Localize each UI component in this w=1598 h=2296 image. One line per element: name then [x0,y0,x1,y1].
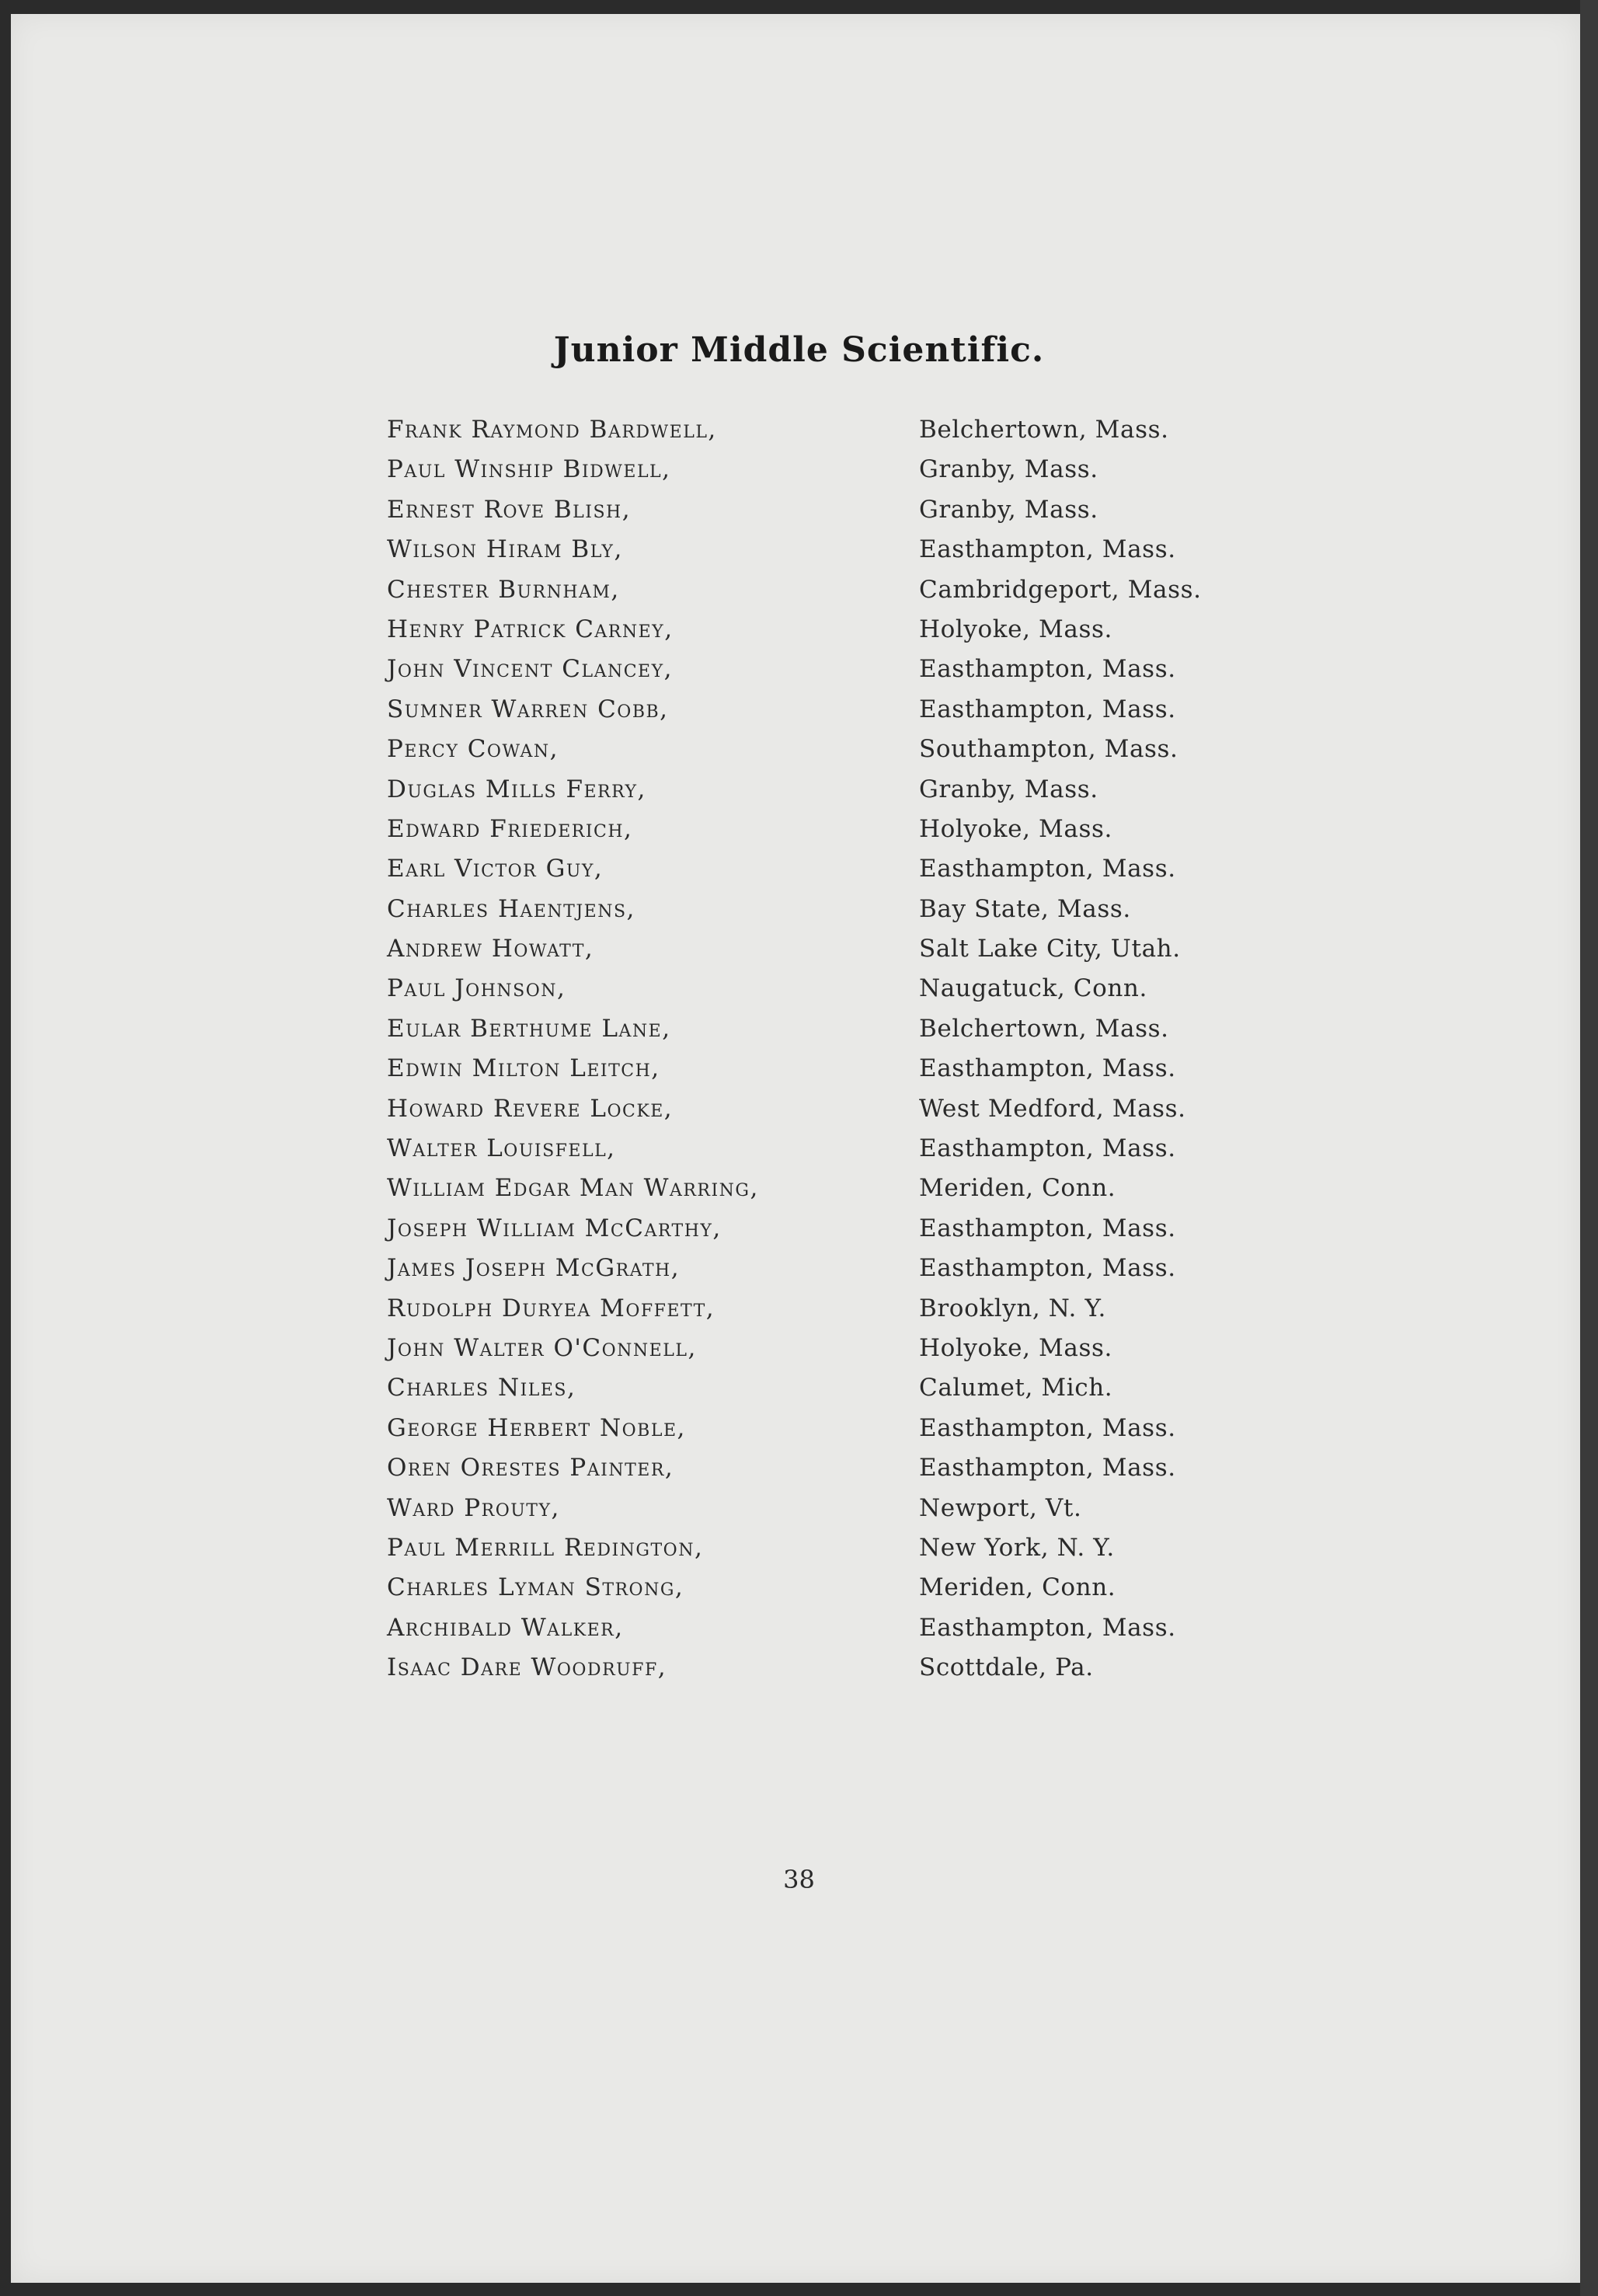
student-name: Duglas Mills Ferry, [387,775,646,803]
student-row [387,1494,1257,1534]
student-row [387,1614,1257,1653]
student-hometown: Easthampton, Mass. [919,1454,1176,1482]
student-name: Howard Revere Locke, [387,1094,674,1123]
student-hometown: Granby, Mass. [919,775,1098,803]
student-hometown: Holyoke, Mass. [919,814,1112,843]
student-name: Paul Merrill Redington, [387,1533,704,1562]
student-row [387,935,1257,974]
student-name: William Edgar Man Warring, [387,1174,759,1203]
student-hometown: Belchertown, Mass. [919,1014,1169,1043]
student-hometown: Southampton, Mass. [919,735,1178,764]
student-name: Eular Berthume Lane, [387,1014,671,1043]
student-row [387,655,1257,695]
student-name: Frank Raymond Bardwell, [387,416,717,444]
student-name: Ward Prouty, [387,1493,560,1522]
student-name: Wilson Hiram Bly, [387,535,623,564]
student-hometown: Granby, Mass. [919,455,1098,484]
student-row [387,1653,1257,1693]
student-name: Andrew Howatt, [387,935,594,963]
student-hometown: Easthampton, Mass. [919,1254,1176,1283]
student-name: Joseph William McCarthy, [387,1214,722,1242]
student-row [387,615,1257,655]
student-hometown: Belchertown, Mass. [919,416,1169,444]
student-hometown: Easthampton, Mass. [919,655,1176,684]
student-name: Oren Orestes Painter, [387,1454,674,1482]
student-row [387,455,1257,495]
student-hometown: Holyoke, Mass. [919,615,1112,643]
student-hometown: Easthampton, Mass. [919,855,1176,883]
student-row [387,1054,1257,1094]
student-hometown: Easthampton, Mass. [919,1134,1176,1163]
student-row [387,576,1257,615]
student-row [387,1174,1257,1214]
student-hometown: Bay State, Mass. [919,894,1131,923]
student-row [387,1294,1257,1334]
student-name: Charles Niles, [387,1374,576,1402]
student-name: John Walter O'Connell, [387,1333,697,1362]
student-row [387,775,1257,815]
student-name: Earl Victor Guy, [387,855,604,883]
student-row [387,496,1257,535]
student-name: Paul Winship Bidwell, [387,455,671,484]
student-hometown: Newport, Vt. [919,1493,1082,1522]
student-hometown: Granby, Mass. [919,495,1098,524]
student-row [387,695,1257,735]
student-row [387,1454,1257,1493]
student-row [387,1214,1257,1254]
student-row [387,1334,1257,1374]
student-row [387,895,1257,935]
student-name: John Vincent Clancey, [387,655,673,684]
student-hometown: Easthampton, Mass. [919,1413,1176,1442]
student-row [387,535,1257,575]
student-name: Rudolph Duryea Moffett, [387,1294,715,1322]
student-row [387,1534,1257,1573]
student-name: Charles Haentjens, [387,894,635,923]
student-row [387,855,1257,894]
student-name: Archibald Walker, [387,1613,624,1642]
student-name: Ernest Rove Blish, [387,495,632,524]
student-hometown: Cambridgeport, Mass. [919,575,1202,604]
student-row [387,416,1257,455]
student-hometown: Salt Lake City, Utah. [919,935,1181,963]
student-row [387,735,1257,775]
student-row [387,1414,1257,1454]
student-row [387,1573,1257,1613]
student-hometown: Easthampton, Mass. [919,535,1176,564]
student-hometown: Meriden, Conn. [919,1573,1116,1602]
student-hometown: Brooklyn, N. Y. [919,1294,1106,1322]
student-row [387,1374,1257,1413]
page-number: 38 [783,1865,815,1894]
student-hometown: Easthampton, Mass. [919,1613,1176,1642]
student-row [387,815,1257,855]
student-name: Percy Cowan, [387,735,559,764]
student-hometown: Easthampton, Mass. [919,1054,1176,1083]
student-row [387,1095,1257,1134]
student-hometown: New York, N. Y. [919,1533,1115,1562]
student-name: James Joseph McGrath, [387,1254,681,1283]
student-name: Chester Burnham, [387,575,620,604]
student-hometown: West Medford, Mass. [919,1094,1186,1123]
student-name: Paul Johnson, [387,974,566,1003]
student-hometown: Easthampton, Mass. [919,695,1176,723]
student-hometown: Holyoke, Mass. [919,1333,1112,1362]
student-hometown: Scottdale, Pa. [919,1653,1094,1682]
student-roster [387,416,1257,1694]
student-row [387,1015,1257,1054]
student-hometown: Easthampton, Mass. [919,1214,1176,1242]
student-name: George Herbert Noble, [387,1413,686,1442]
student-name: Walter Louisfell, [387,1134,616,1163]
student-row [387,1134,1257,1174]
student-name: Charles Lyman Strong, [387,1573,684,1602]
student-name: Henry Patrick Carney, [387,615,674,643]
student-hometown: Naugatuck, Conn. [919,974,1147,1003]
student-hometown: Calumet, Mich. [919,1374,1113,1402]
student-name: Isaac Dare Woodruff, [387,1653,667,1682]
student-name: Edwin Milton Leitch, [387,1054,660,1083]
student-row [387,974,1257,1014]
student-name: Sumner Warren Cobb, [387,695,669,723]
student-name: Edward Friederich, [387,814,633,843]
student-row [387,1254,1257,1294]
section-title: Junior Middle Scientific. [553,330,1045,370]
student-hometown: Meriden, Conn. [919,1174,1116,1203]
